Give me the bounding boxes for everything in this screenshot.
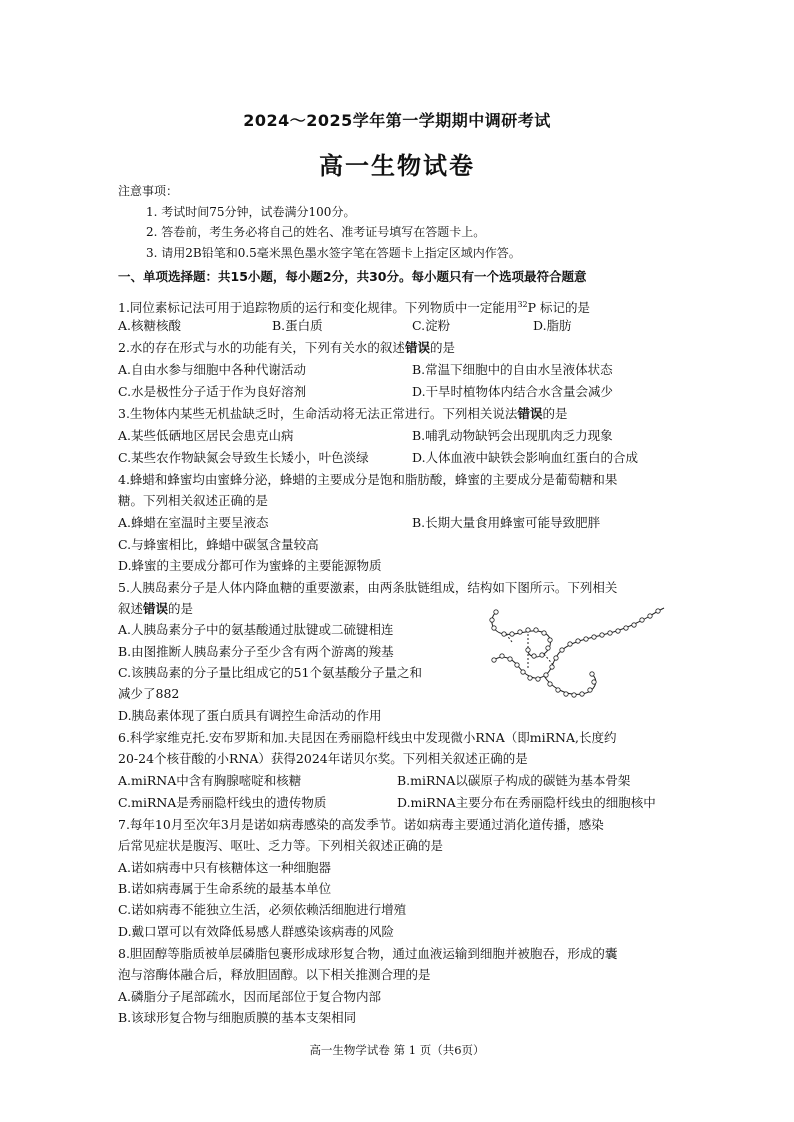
question-3-stem (118, 404, 567, 424)
q2-option-d: D.干旱时植物体内结合水含量会减少 (412, 384, 614, 399)
exam-title: 2024～2025学年第一学期期中调研考试 (243, 111, 551, 130)
q3-option-c: C.某些农作物缺氮会导致生长矮小，叶色淡绿 (118, 450, 369, 465)
q4-option-b: B.长期大量食用蜂蜜可能导致肥胖 (412, 515, 601, 530)
q3-option-d: D.人体血液中缺铁会影响血红蛋白的合成 (412, 450, 639, 465)
question-1-stem (118, 295, 590, 318)
question-3-stem-end: 的是 (542, 406, 568, 421)
q5-option-c-line-2: 减少了882 (118, 686, 180, 701)
q4-option-d: D.蜂蜜的主要成分都可作为蜜蜂的主要能源物质 (118, 558, 382, 573)
q5-option-a: A.人胰岛素分子中的氨基酸通过肽键或二硫键相连 (118, 622, 394, 637)
q1-option-d: D.脂肪 (533, 318, 572, 333)
question-2-stem-text: 2.水的存在形式与水的功能有关，下列有关水的叙述 (118, 340, 405, 355)
question-6-stem-line-2: 20-24个核苷酸的小RNA）获得2024年诺贝尔奖。下列相关叙述正确的是 (118, 751, 528, 766)
q2-option-a: A.自由水参与细胞中各种代谢活动 (118, 362, 307, 377)
question-8-stem-line-1: 8.胆固醇等脂质被单层磷脂包裹形成球形复合物，通过血液运输到细胞并被胞吞，形成的囊 (118, 946, 618, 961)
q4-option-a: A.蜂蜡在室温时主要呈液态 (118, 515, 269, 530)
q7-option-c: C.诺如病毒不能独立生活，必须依赖活细胞进行增殖 (118, 902, 407, 917)
q2-option-c: C.水是极性分子适于作为良好溶剂 (118, 384, 307, 399)
insulin-chain-diagram (482, 598, 674, 706)
q7-option-d: D.戴口罩可以有效降低易感人群感染该病毒的风险 (118, 924, 395, 939)
question-3-stem-text: 3.生物体内某些无机盐缺乏时，生命活动将无法正常进行。下列相关说法 (118, 406, 518, 421)
q8-option-a: A.磷脂分子尾部疏水，因而尾部位于复合物内部 (118, 989, 382, 1004)
q4-option-c: C.与蜂蜜相比，蜂蜡中碳氢含量较高 (118, 537, 319, 552)
question-2-stem-end: 的是 (429, 340, 455, 355)
q5-option-b: B.由图推断人胰岛素分子至少含有两个游离的羧基 (118, 644, 394, 659)
q1-option-a: A.核糖核酸 (118, 318, 182, 333)
q6-option-c: C.miRNA是秀丽隐杆线虫的遗传物质 (118, 795, 327, 810)
q6-option-b: B.miRNA以碳原子构成的碳链为基本骨架 (397, 773, 631, 788)
isotope-superscript: 32 (517, 300, 528, 309)
question-8-stem-line-2: 泡与溶酶体融合后，释放胆固醇。以下相关推测合理的是 (118, 967, 431, 982)
question-7-stem-line-2: 后常见症状是腹泻、呕吐、乏力等。下列相关叙述正确的是 (118, 838, 444, 853)
notice-heading: 注意事项： (118, 184, 179, 198)
question-3-keyword: 错误 (517, 406, 543, 421)
q6-option-a: A.miRNA中含有胸腺嘧啶和核糖 (118, 773, 302, 788)
exam-subtitle: 高一生物试卷 (319, 152, 475, 180)
question-1-stem-text: 1.同位素标记法可用于追踪物质的运行和变化规律。下列物质中一定能用 (118, 300, 518, 316)
question-2-keyword: 错误 (404, 340, 430, 355)
question-4-stem-line-1: 4.蜂蜡和蜂蜜均由蜜蜂分泌，蜂蜡的主要成分是饱和脂肪酸，蜂蜜的主要成分是葡萄糖和果 (118, 472, 618, 487)
q7-option-a: A.诺如病毒中只有核糖体这一种细胞器 (118, 860, 332, 875)
question-5-stem-line-2 (118, 599, 193, 619)
q7-option-b: B.诺如病毒属于生命系统的最基本单位 (118, 881, 332, 896)
insulin-structure-figure (482, 598, 674, 706)
insulin-a-chain (492, 612, 551, 657)
section-1-heading: 一、单项选择题：共15小题，每小题2分，共30分。每小题只有一个选项最符合题意 (118, 269, 587, 284)
q2-option-b: B.常温下细胞中的自由水呈液体状态 (412, 362, 613, 377)
page-footer: 高一生物学试卷 第 1 页（共6页） (309, 1043, 485, 1057)
notice-item-1: 1. 考试时间75分钟，试卷满分100分。 (146, 205, 356, 219)
q5-option-c-line-1: C.该胰岛素的分子量比组成它的51个氨基酸分子量之和 (118, 665, 422, 680)
q1-option-c: C.淀粉 (412, 318, 451, 333)
q3-option-b: B.哺乳动物缺钙会出现肌肉乏力现象 (412, 428, 613, 443)
question-2-stem (118, 338, 455, 358)
question-5-stem-end: 的是 (168, 601, 194, 616)
q3-option-a: A.某些低硒地区居民会患克山病 (118, 428, 294, 443)
notice-item-3: 3. 请用2B铅笔和0.5毫米黑色墨水签字笔在答题卡上指定区域内作答。 (146, 246, 521, 260)
question-5-stem-text: 叙述 (118, 601, 144, 616)
question-4-stem-line-2: 糖。下列相关叙述正确的是 (118, 493, 269, 508)
question-5-keyword: 错误 (143, 601, 169, 616)
q8-option-b: B.该球形复合物与细胞质膜的基本支架相同 (118, 1010, 357, 1025)
notice-item-2: 2. 答卷前，考生务必将自己的姓名、准考证号填写在答题卡上。 (146, 225, 486, 239)
question-7-stem-line-1: 7.每年10月至次年3月是诺如病毒感染的高发季节。诺如病毒主要通过消化道传播，感染 (118, 817, 604, 832)
q5-option-d: D.胰岛素体现了蛋白质具有调控生命活动的作用 (118, 708, 382, 723)
q6-option-d: D.miRNA主要分布在秀丽隐杆线虫的细胞核中 (397, 795, 656, 810)
question-5-stem-line-1: 5.人胰岛素分子是人体内降血糖的重要激素，由两条肽链组成，结构如下图所示。下列相关 (118, 580, 618, 595)
question-6-stem-line-1: 6.科学家维克托.安布罗斯和加.夫昆因在秀丽隐杆线虫中发现微小RNA（即miRNA,长度约 (118, 730, 617, 745)
disulfide-bond (544, 654, 554, 666)
q1-option-b: B.蛋白质 (272, 318, 323, 333)
question-1-stem-end: P 标记的是 (527, 300, 591, 316)
